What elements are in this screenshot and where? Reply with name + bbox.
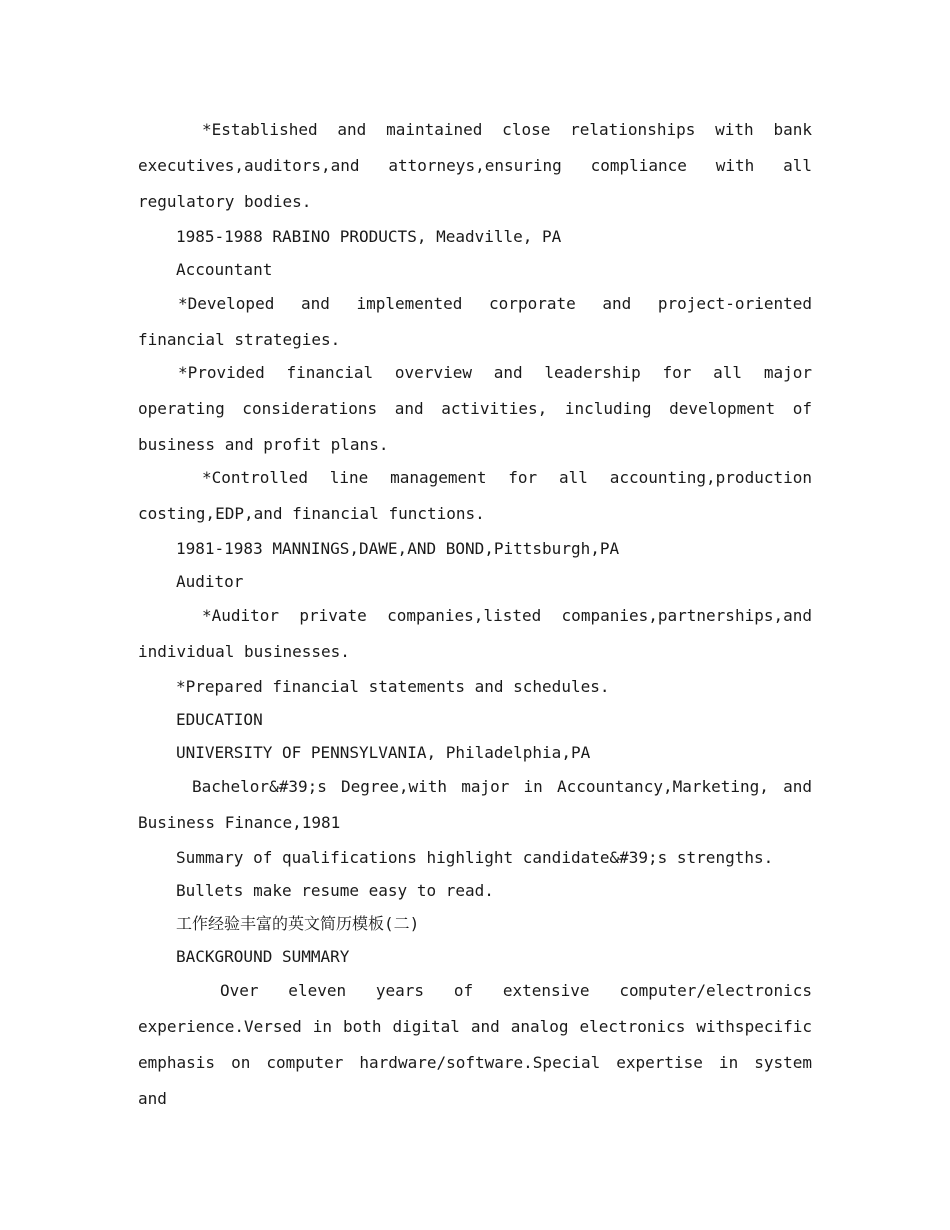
note-bullets: Bullets make resume easy to read.	[176, 881, 494, 900]
paragraph-auditor-companies: *Auditor private companies,listed companies,partnerships,and individual businesses.	[138, 606, 812, 661]
job-heading-mannings: 1981-1983 MANNINGS,DAWE,AND BOND,Pittsburgh,PA	[176, 539, 620, 558]
paragraph-line-management: *Controlled line management for all accounting,production costing,EDP,and financial functions.	[138, 468, 812, 523]
paragraph-bachelor-degree: Bachelor&#39;s Degree,with major in Accountancy,Marketing, and Business Finance,1981	[138, 777, 812, 832]
education-university: UNIVERSITY OF PENNSYLVANIA, Philadelphia,PA	[176, 743, 591, 762]
template-heading-two: 工作经验丰富的英文简历模板(二)	[176, 914, 420, 933]
paragraph-financial-strategies: *Developed and implemented corporate and project-oriented financial strategies.	[138, 294, 812, 349]
section-heading-education: EDUCATION	[176, 710, 263, 729]
job-title-accountant: Accountant	[176, 260, 273, 279]
section-heading-background-summary: BACKGROUND SUMMARY	[176, 947, 350, 966]
document-page	[138, 112, 812, 1117]
paragraph-financial-overview: *Provided financial overview and leadership for all major operating considerations and activities, including development of business and profit plans.	[138, 363, 812, 454]
note-summary-qualifications: Summary of qualifications highlight candidate&#39;s strengths.	[176, 848, 774, 867]
job-title-auditor: Auditor	[176, 572, 244, 591]
paragraph-bank-relationships: *Established and maintained close relationships with bank executives,auditors,and attorneys,ensuring compliance with all regulatory bodies.	[138, 120, 812, 211]
bullet-financial-statements: *Prepared financial statements and schedules.	[176, 677, 610, 696]
job-heading-rabino: 1985-1988 RABINO PRODUCTS, Meadville, PA	[176, 227, 562, 246]
paragraph-background-summary: Over eleven years of extensive computer/electronics experience.Versed in both digital and analog electronics withspecific emphasis on computer hardware/software.Special expertise in system and	[138, 981, 812, 1108]
